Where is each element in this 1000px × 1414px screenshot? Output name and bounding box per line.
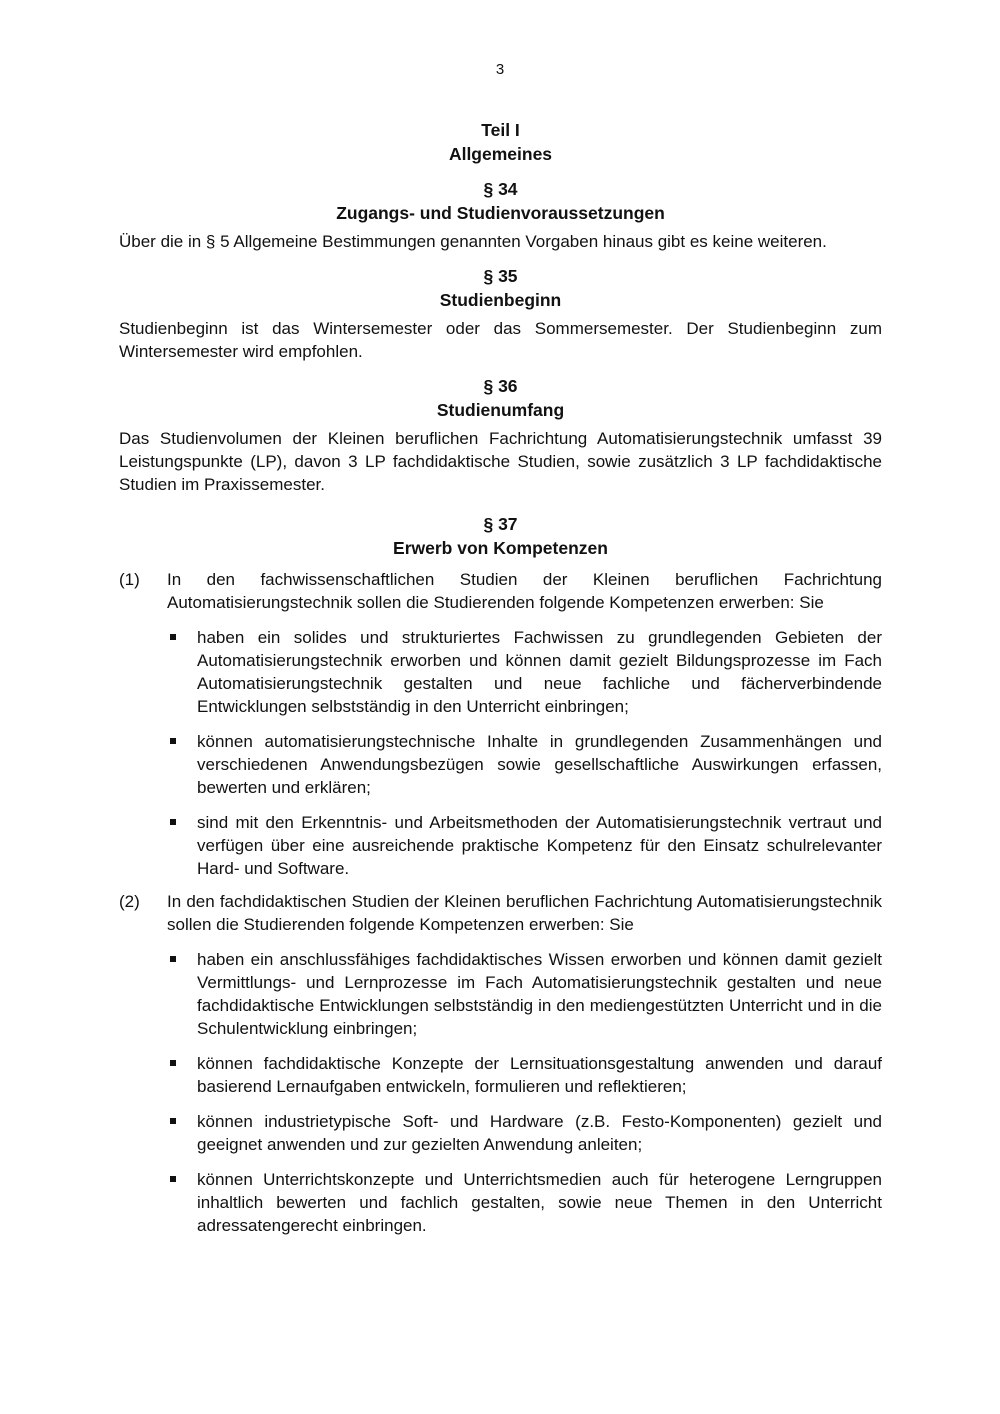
square-bullet-icon [167,1110,197,1156]
list-item [167,626,882,718]
section-number: § 37 [483,514,518,534]
square-bullet-icon [167,626,197,718]
paragraph-number: (2) [119,892,140,911]
list-item [167,1168,882,1237]
section-text: Über die in § 5 Allgemeine Bestimmungen genannten Vorgaben hinaus gibt es keine weiteren. [119,232,827,251]
part-subtitle: Allgemeines [448,144,553,164]
list-item-text: können Unterrichtskonzepte und Unterrichtsmedien auch für heterogene Lerngruppen inhaltlich bewerten und fachlich gestalten, sowie neue Themen in den Unterricht adressatengerecht einbringen. [197,1170,882,1235]
list-item-text: können fachdidaktische Konzepte der Lernsituationsgestaltung anwenden und darauf basierend Lernaufgaben entwickeln, formulieren und reflektieren; [197,1054,882,1096]
list-item [167,1110,882,1156]
section-title: Studienbeginn [439,290,562,310]
section-number: § 35 [483,266,518,286]
list-item-text: können automatisierungstechnische Inhalte in grundlegenden Zusammenhängen und verschiedenen Anwendungsbezügen sowie gesellschaftliche Auswirkungen erfassen, bewerten und erklären; [197,732,882,797]
square-bullet-icon [167,811,197,880]
part-title: Teil I [481,120,520,140]
list-item [167,811,882,880]
page-content [119,118,882,1249]
section-number: § 34 [483,179,518,199]
section-title: Studienumfang [436,400,565,420]
paragraph-number: (1) [119,570,140,589]
list-item-text: haben ein solides und strukturiertes Fachwissen zu grundlegenden Gebieten der Automatisierungstechnik erworben und können damit gezielt Bildungsprozesse im Fach Automatisierungstechnik gestalten und neue fachliche und fächerverbindende Entwicklungen selbstständig in den Unterricht einbringen; [197,628,882,716]
bullet-list [167,948,882,1237]
section-text: Das Studienvolumen der Kleinen beruflichen Fachrichtung Automatisierungstechnik umfasst 39 Leistungspunkte (LP), davon 3 LP fachdidaktische Studien, sowie zusätzlich 3 LP fachdidaktische Studien im Praxissemester. [119,429,882,494]
list-item [167,1052,882,1098]
section-title: Zugangs- und Studienvoraussetzungen [336,203,665,223]
list-item-text: haben ein anschlussfähiges fachdidaktisches Wissen erworben und können damit gezielt Vermittlungs- und Lernprozesse im Fach Automatisierungstechnik gestalten und neue fachdidaktische Entwicklungen selbstständig in den mediengestützten Unterricht und in die Schulentwicklung einbringen; [197,950,882,1038]
square-bullet-icon [167,730,197,799]
square-bullet-icon [167,948,197,1040]
paragraph-intro: In den fachdidaktischen Studien der Kleinen beruflichen Fachrichtung Automatisierungstechnik sollen die Studierenden folgende Kompetenzen erwerben: Sie [167,892,882,934]
numbered-paragraph [119,568,882,614]
list-item-text: können industrietypische Soft- und Hardware (z.B. Festo-Komponenten) gezielt und geeignet anwenden und zur gezielten Anwendung anleiten; [197,1112,882,1154]
square-bullet-icon [167,1052,197,1098]
list-item [167,948,882,1040]
list-item [167,730,882,799]
paragraph-intro: In den fachwissenschaftlichen Studien der Kleinen beruflichen Fachrichtung Automatisierungstechnik sollen die Studierenden folgende Kompetenzen erwerben: Sie [167,570,882,612]
bullet-list [167,626,882,880]
square-bullet-icon [167,1168,197,1237]
numbered-paragraph [119,890,882,936]
section-number: § 36 [483,376,518,396]
page-number: 3 [495,61,505,78]
list-item-text: sind mit den Erkenntnis- und Arbeitsmethoden der Automatisierungstechnik vertraut und verfügen über eine ausreichende praktische Kompetenz für den Einsatz schulrelevanter Hard- und Software. [197,813,882,878]
section-title: Erwerb von Kompetenzen [393,538,608,558]
section-text: Studienbeginn ist das Wintersemester oder das Sommersemester. Der Studienbeginn zum Wintersemester wird empfohlen. [119,319,882,361]
